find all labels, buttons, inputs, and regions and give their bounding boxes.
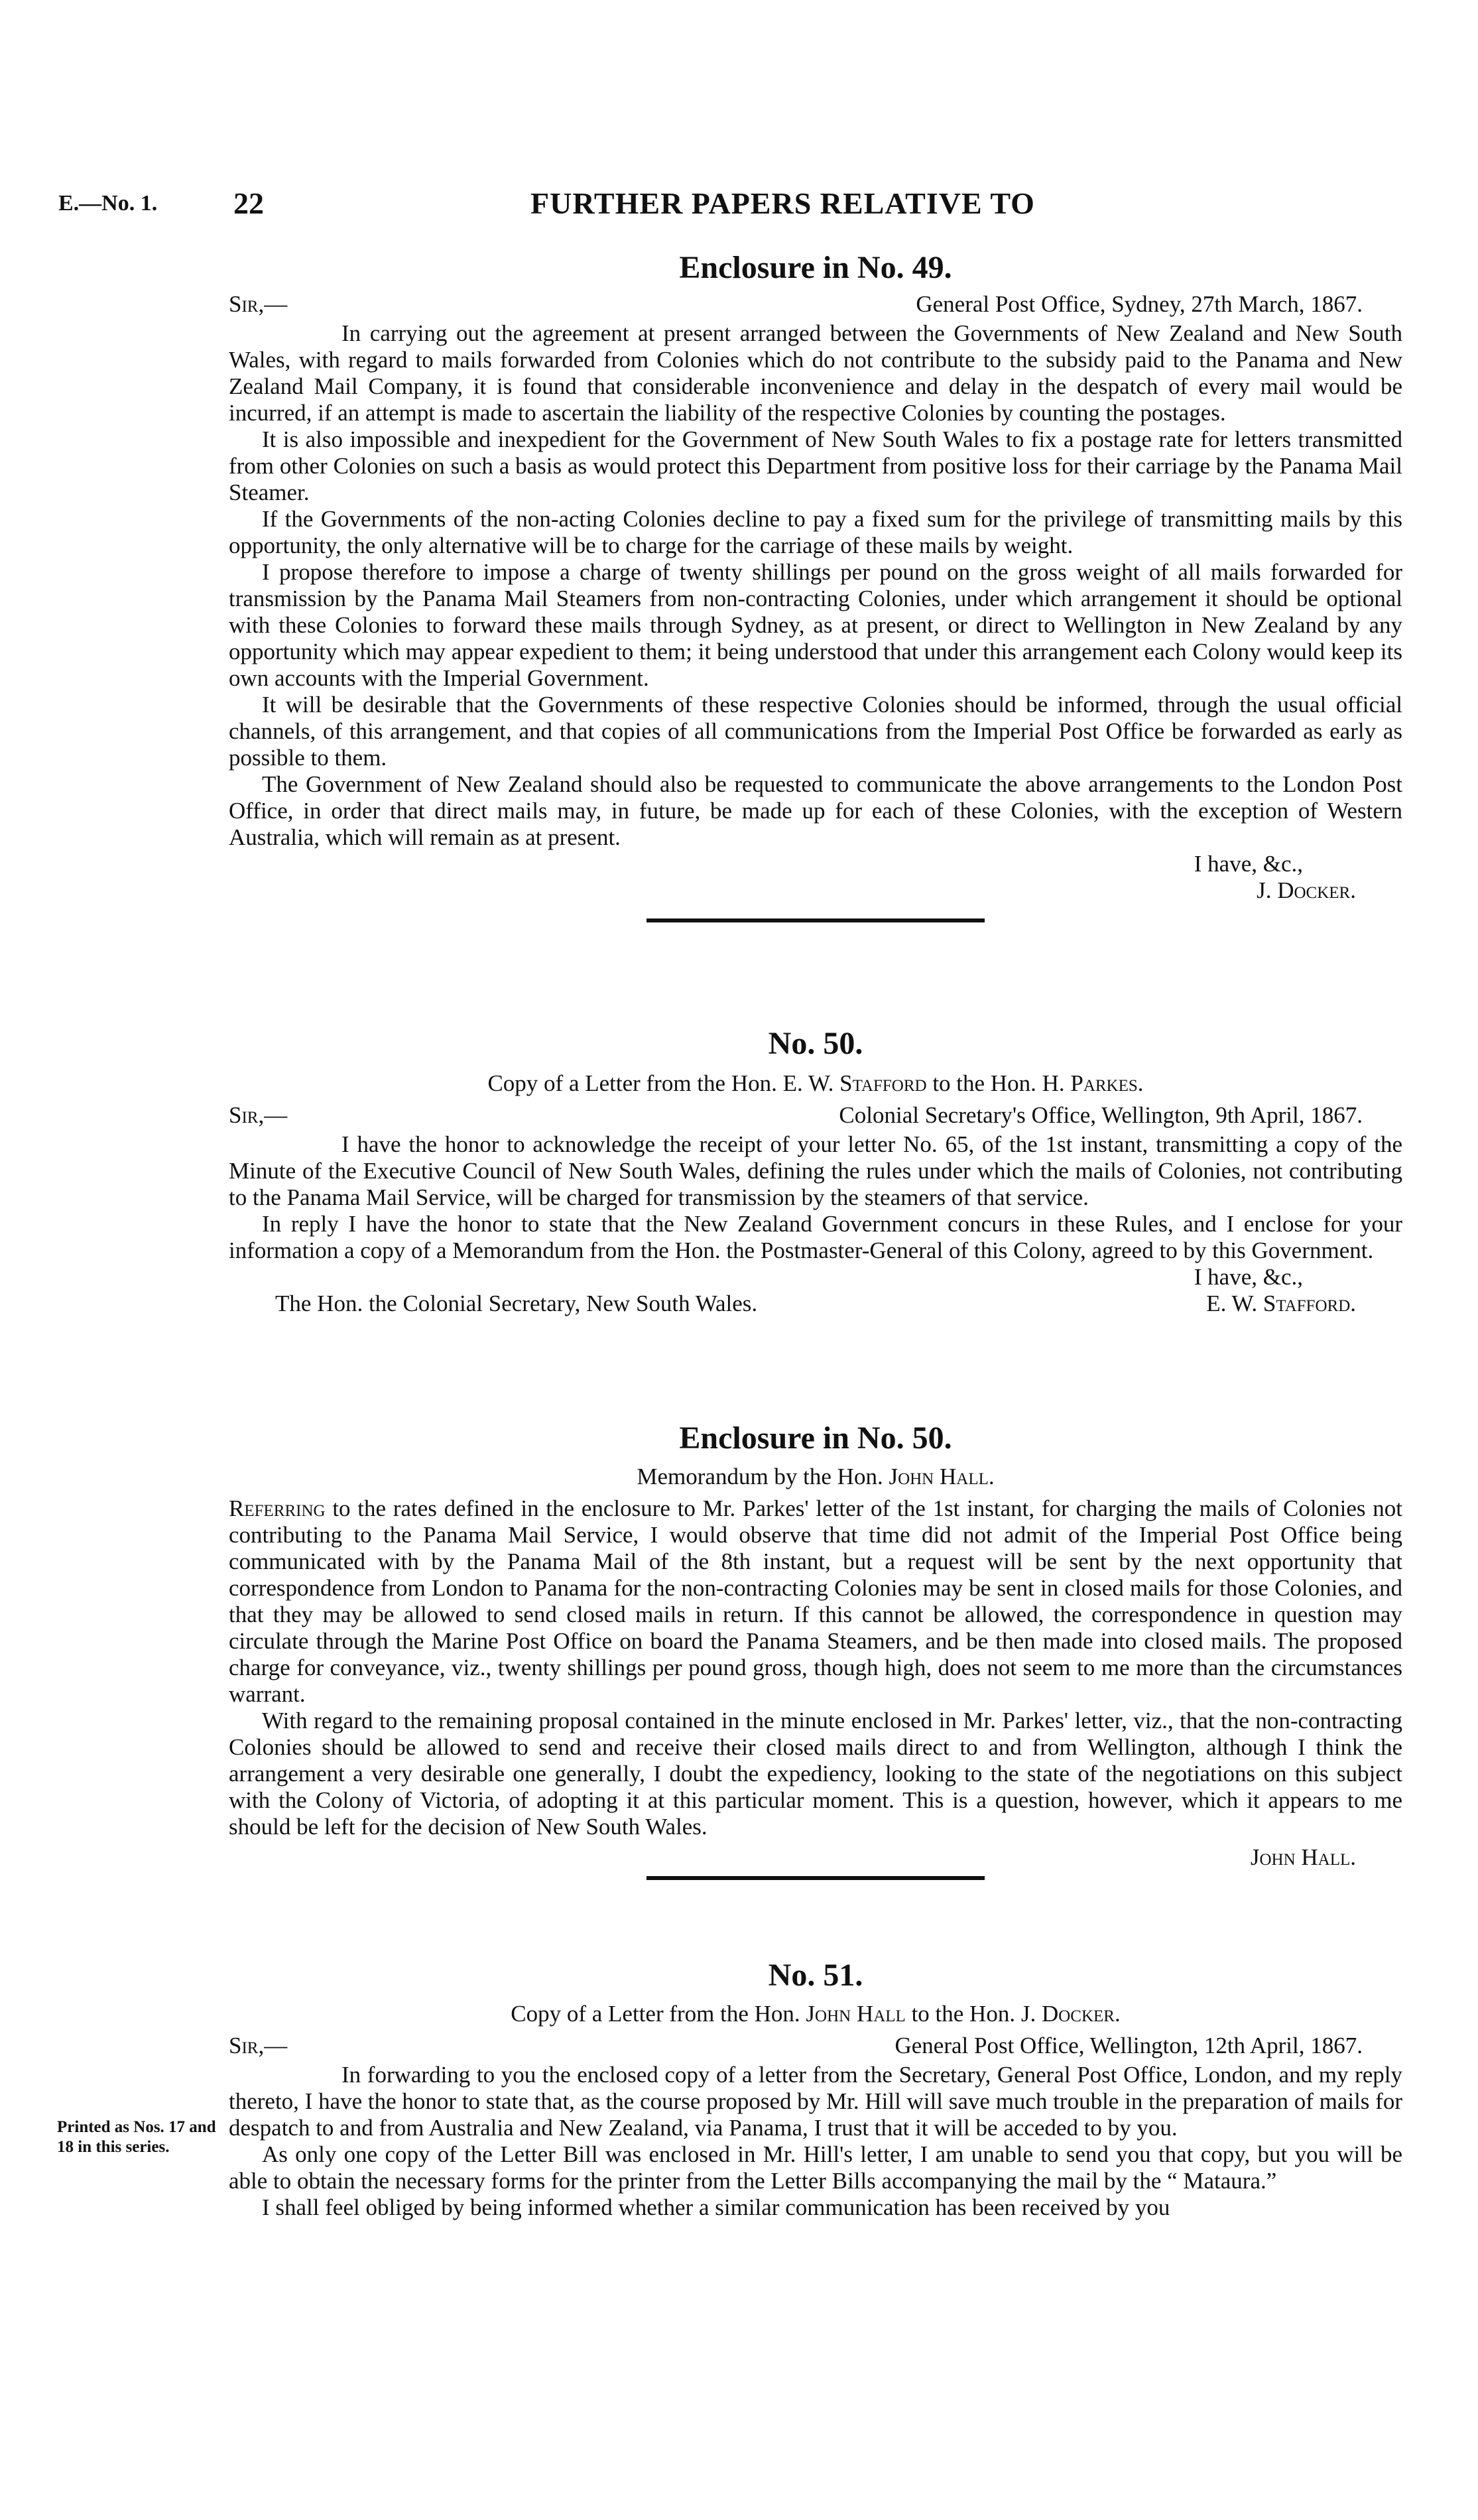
section-heading: No. 50. (768, 1026, 863, 1061)
closing: I have, &c., (1194, 850, 1303, 877)
section-heading: No. 51. (768, 1958, 863, 1993)
paragraph: In carrying out the agreement at present arranged between the Governments of New Zealand and New South Wales, with regard to mails forwarded from Colonies which do not contribute to the subsidy paid to the Panama and New Zealand Mail Company, it is found that considerable inconvenience and delay in the despatch of every mail would be incurred, if an attempt is made to ascertain the liability of the respective Colonies by counting the postages. (229, 320, 1402, 426)
section-divider (647, 1876, 985, 1880)
drop-word: Referring (229, 1495, 326, 1522)
memorandum-title: Memorandum by the Hon. John Hall. (637, 1463, 995, 1489)
enclosure-49 (229, 249, 1402, 922)
letter-description: Copy of a Letter from the Hon. John Hall to the Hon. J. Docker. (511, 2000, 1121, 2027)
salutation: Sir,— (229, 290, 288, 317)
addressee: The Hon. the Colonial Secretary, New South Wales. (275, 1291, 758, 1317)
paragraph: Referring to the rates defined in the enclosure to Mr. Parkes' letter of the 1st instant, for charging the mails of Colonies not contributing to the Panama Mail Service, I would observe that time did not admit of the Imperial Post Office being communicated with by the Panama Mail of the 8th instant, but a request will be sent by the next opportunity that correspondence from London to Panama for the non-contracting Colonies may be sent in closed mails for those Colonies, and that they may be allowed to send closed mails in return. If this cannot be allowed, the correspondence in question may circulate through the Marine Post Office on board the Panama Steamers, and be then made into closed mails. The proposed charge for conveyance, viz., twenty shillings per pound gross, though high, does not seem to me more than the circumstances warrant. (229, 1495, 1402, 1708)
section-heading: Enclosure in No. 50. (679, 1420, 952, 1456)
paper-reference: E.—No. 1. (58, 191, 158, 216)
paragraph: As only one copy of the Letter Bill was enclosed in Mr. Hill's letter, I am unable to send you that copy, but you will be able to obtain the necessary forms for the printer from the Letter Bills accompanying the mail by the “ Mataura.” (229, 2141, 1402, 2194)
section-heading: Enclosure in No. 49. (679, 250, 952, 285)
closing: I have, &c., (1194, 1264, 1303, 1291)
margin-note: Printed as Nos. 17 and 18 in this series. (57, 2118, 216, 2156)
salutation: Sir,— (229, 1102, 288, 1129)
paragraph: I have the honor to acknowledge the receipt of your letter No. 65, of the 1st instant, transmitting a copy of the Minute of the Executive Council of New South Wales, defining the rules under which the mails of Colonies, not contributing to the Panama Mail Service, will be charged for transmission by the steamers of that service. (229, 1131, 1402, 1211)
signature: John Hall. (1250, 1844, 1356, 1871)
section-divider (647, 918, 985, 922)
running-header (0, 187, 1478, 227)
letter-51 (229, 1956, 1402, 2221)
running-title: FURTHER PAPERS RELATIVE TO (530, 186, 1035, 220)
letter-address: Colonial Secretary's Office, Wellington, 9th April, 1867. (839, 1102, 1363, 1129)
paragraph: In reply I have the honor to state that the New Zealand Government concurs in these Rules, and I enclose for your information a copy of a Memorandum from the Hon. the Postmaster-General of this Colony, agreed to by this Government. (229, 1211, 1402, 1264)
paragraph: In forwarding to you the enclosed copy of a letter from the Secretary, General Post Office, London, and my reply thereto, I have the honor to state that, as the course proposed by Mr. Hill will save much trouble in the preparation of mails for despatch to and from Australia and New Zealand, via Panama, I trust that it will be acceded to by you. (229, 2062, 1402, 2141)
salutation: Sir,— (229, 2033, 288, 2059)
paragraph: If the Governments of the non-acting Colonies decline to pay a fixed sum for the privilege of transmitting mails by this opportunity, the only alternative will be to charge for the carriage of these mails by weight. (229, 505, 1402, 558)
enclosure-50 (229, 1419, 1402, 1880)
paragraph: The Government of New Zealand should also be requested to communicate the above arrangements to the London Post Office, in order that direct mails may, in future, be made up for each of these Colonies, with the exception of Western Australia, which will remain as at present. (229, 771, 1402, 850)
paragraph: It is also impossible and inexpedient for the Government of New South Wales to fix a postage rate for letters transmitted from other Colonies on such a basis as would protect this Department from positive loss for their carriage by the Panama Mail Steamer. (229, 426, 1402, 505)
letter-description: Copy of a Letter from the Hon. E. W. Stafford to the Hon. H. Parkes. (487, 1070, 1144, 1096)
paragraph: It will be desirable that the Governments of these respective Colonies should be informed, through the usual official channels, of this arrangement, and that copies of all communications from the Imperial Post Office be forwarded as early as possible to them. (229, 691, 1402, 771)
paragraph: I propose therefore to impose a charge of twenty shillings per pound on the gross weight of all mails forwarded for transmission by the Panama Mail Steamers from non-contracting Colonies, under which arrangement it should be optional with these Colonies to forward these mails through Sydney, as at present, or direct to Wellington in New Zealand by any opportunity which may appear expedient to them; it being understood that under this arrangement each Colony would keep its own accounts with the Imperial Government. (229, 558, 1402, 691)
signature: E. W. Stafford. (1206, 1291, 1356, 1317)
paragraph: I shall feel obliged by being informed whether a similar communication has been received by you (262, 2194, 1170, 2221)
page-number: 22 (233, 186, 264, 220)
letter-address: General Post Office, Wellington, 12th April, 1867. (894, 2033, 1363, 2059)
paragraph: With regard to the remaining proposal contained in the minute enclosed in Mr. Parkes' letter, viz., that the non-contracting Colonies should be allowed to send and receive their closed mails direct to and from Wellington, although I think the arrangement a very desirable one generally, I doubt the expediency, looking to the state of the negotiations on this subject with the Colony of Victoria, of adopting it at this particular moment. This is a question, however, which it appears to me should be left for the decision of New South Wales. (229, 1708, 1402, 1840)
signature: J. Docker. (1257, 877, 1356, 903)
letter-50 (229, 1025, 1402, 1317)
letter-address: General Post Office, Sydney, 27th March, 1867. (916, 290, 1363, 317)
